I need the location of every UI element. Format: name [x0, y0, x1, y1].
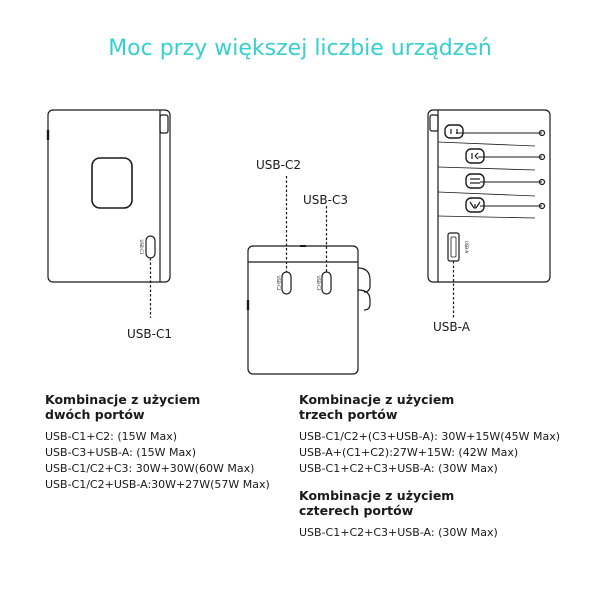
usb-c1-tiny-label: USB-C1 [139, 239, 144, 255]
usb-c2-port [276, 272, 291, 294]
us-plug-icon [438, 125, 545, 146]
list-item: USB-C1+C2+C3+USB-A: (30W Max) [299, 526, 498, 539]
usb-c1-label: USB-C1 [127, 327, 172, 341]
usb-c3-label: USB-C3 [303, 193, 348, 207]
four-port-combinations [299, 488, 498, 541]
three-port-heading: Kombinacje z użyciem trzech portów [299, 392, 455, 422]
eu-plug-icon [438, 174, 545, 196]
adapter-side-view-left [48, 110, 170, 318]
adapter-side-view-right [428, 110, 550, 318]
uk-plug-icon [438, 149, 545, 170]
usb-c3-tiny-label: USB-C3 [316, 275, 321, 291]
four-port-heading: Kombinacje z użyciem czterech portów [299, 488, 455, 518]
page-title: Moc przy większej liczbie urządzeń [108, 36, 492, 61]
list-item: USB-C3+USB-A: (15W Max) [45, 446, 196, 459]
two-port-combinations [45, 392, 270, 493]
usb-a-port [448, 233, 469, 261]
two-port-heading: Kombinacje z użyciem dwóch portów [45, 392, 201, 422]
list-item: USB-C1+C2+C3+USB-A: (30W Max) [299, 462, 498, 475]
list-item: USB-C1/C2+USB-A:30W+27W(57W Max) [45, 478, 270, 491]
list-item: USB-C1+C2: (15W Max) [45, 430, 178, 443]
usb-c2-label: USB-C2 [256, 158, 301, 172]
three-port-combinations [299, 392, 560, 477]
usb-c1-port [139, 236, 155, 258]
usb-c2-tiny-label: USB-C2 [276, 275, 281, 291]
au-plug-icon [438, 198, 545, 218]
usb-a-label: USB-A [433, 320, 470, 334]
usb-c3-port [316, 272, 331, 294]
usb-a-tiny-label: USB-A [464, 240, 469, 254]
list-item: USB-A+(C1+C2):27W+15W: (42W Max) [299, 446, 519, 459]
list-item: USB-C1/C2+(C3+USB-A): 30W+15W(45W Max) [299, 430, 561, 443]
list-item: USB-C1/C2+C3: 30W+30W(60W Max) [45, 462, 255, 475]
